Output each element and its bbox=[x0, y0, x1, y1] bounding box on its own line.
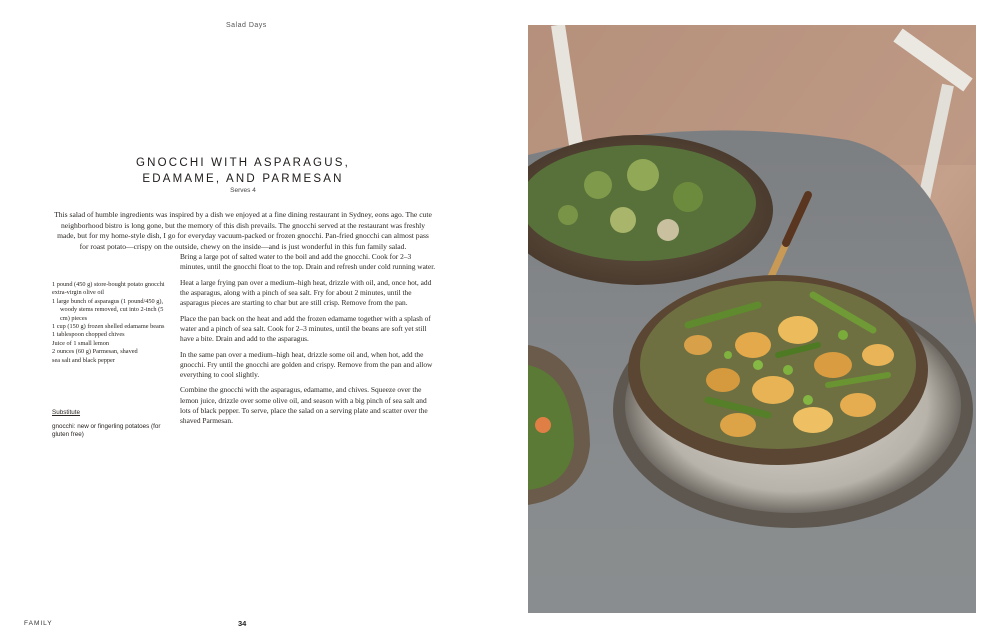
method-step: In the same pan over a medium–high heat, drizzle some oil and, when hot, add the gnocchi. Fry until the gnocchi are golden and crispy. Remove from the pan and allow everything to cool slightly. bbox=[180, 349, 433, 379]
ingredient-item: 1 pound (450 g) store-bought potato gnocchi bbox=[52, 281, 165, 288]
running-head: Salad Days bbox=[226, 22, 267, 29]
substitute-heading: Substitute bbox=[52, 409, 81, 416]
method-step: Place the pan back on the heat and add the frozen edamame together with a splash of water and a pinch of sea salt. Cook for 2–3 minutes, until the beans are soft yet still have a bite. Drain and add to the asparagus. bbox=[180, 313, 431, 343]
ingredient-item: 1 tablespoon chopped chives bbox=[52, 331, 125, 339]
ingredient-item: sea salt and black pepper bbox=[52, 356, 115, 364]
ingredient-item: Juice of 1 small lemon bbox=[52, 339, 110, 347]
method-step: Heat a large frying pan over a medium–high heat, drizzle with oil, and, once hot, add the asparagus, along with a pinch of sea salt. Fry for about 2 minutes, until the asparagus pieces are starting to char but are still crisp. Remove from the pan. bbox=[180, 277, 432, 307]
serves-label: Serves 4 bbox=[230, 187, 256, 194]
ingredient-item: 1 large bunch of asparagus (1 pound/450 g), woody stems removed, cut into 2-inch (5 cm) pieces bbox=[52, 297, 164, 322]
food-photo bbox=[528, 25, 976, 613]
ingredient-item: 2 ounces (60 g) Parmesan, shaved bbox=[52, 348, 138, 356]
method-step: Bring a large pot of salted water to the boil and add the gnocchi. Cook for 2–3 minutes, until the gnocchi float to the top. Drain and refresh under cold running water. bbox=[180, 252, 436, 272]
footer-section-label: FAMILY bbox=[24, 620, 53, 627]
recipe-title-line: GNOCCHI WITH ASPARAGUS, bbox=[136, 157, 350, 169]
recipe-title-line: EDAMAME, AND PARMESAN bbox=[142, 173, 344, 185]
recipe-intro: This salad of humble ingredients was inspired by a dish we enjoyed at a fine dining restaurant in Sydney, eons ago. The cute neighborhood bistro is long gone, but the memory of this dish prevails. The gnocchi served at the restaurant was freshly made, but for my home-style dish, I go for everyday vacuum-packed or frozen gnocchi. Pan-fried gnocchi can almost pass for roast potato—crispy on the outside, chewy on the inside—and is just wonderful in this fun family salad. bbox=[54, 210, 432, 251]
method-steps bbox=[180, 252, 436, 431]
method-step: Combine the gnocchi with the asparagus, edamame, and chives. Squeeze over the lemon juice, drizzle over some olive oil, and season with a big pinch of sea salt and lots of black pepper. To serve, place the salad on a serving plate and scatter over the shaved Parmesan. bbox=[180, 385, 428, 425]
ingredient-list bbox=[52, 281, 170, 365]
substitute-text: gnocchi: new or fingerling potatoes (for gluten free) bbox=[52, 423, 161, 439]
recipe-title bbox=[52, 155, 434, 187]
page-number: 34 bbox=[238, 619, 247, 628]
ingredient-item: 1 cup (150 g) frozen shelled edamame beans bbox=[52, 323, 165, 331]
ingredient-item: extra-virgin olive oil bbox=[52, 289, 104, 297]
